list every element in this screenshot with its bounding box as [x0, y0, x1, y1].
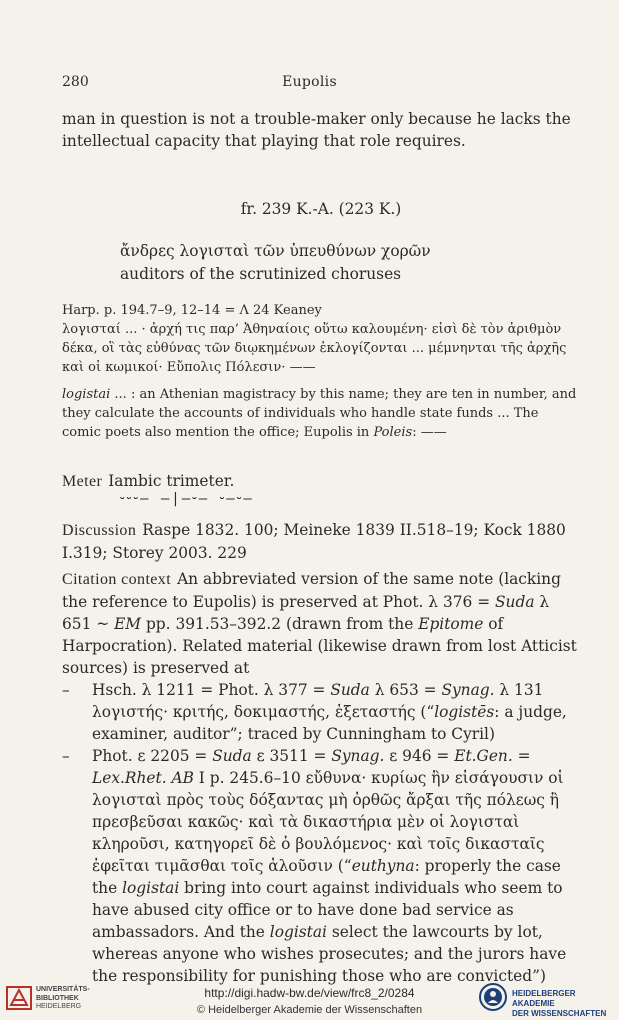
testimonium-translation: [62, 385, 580, 442]
discussion-label: Discussion: [62, 522, 137, 539]
item-text: select the lawcourts by lot, whereas anyone who wishes prosecutes; and the jurors have the responsibility for punishing those who are convicted”): [92, 923, 567, 985]
citation-text-d: of Harpocration). Related material (likewise drawn from lost Atticist sources) is preserved at: [62, 615, 577, 677]
page-header: [0, 74, 619, 94]
item-suda: Suda: [330, 681, 370, 699]
item-etgen: Et.Gen.: [454, 747, 513, 765]
list-dash: –: [62, 681, 70, 699]
ub-line: UNIVERSITÄTS-: [36, 986, 90, 993]
translation-text-b: : ——: [412, 425, 447, 440]
citation-text-a: An abbreviated version of the same note (lacking the reference to Eupolis) is preserved at Phot. λ 376 =: [62, 570, 561, 611]
item-text: I p. 245.6–10 εὔθυνα· κυρίως ἣν εἰσάγουσιν οἱ λογισταὶ πρὸς τοὺς δόξαντας μὴ ὀρθῶς ἄρξαι τῆς πόλεως ἢ πρεσβεῦσαι κακῶς· καὶ τὰ δικαστήρια μὲν οἱ λογισταὶ κληροῦσι, κατηγορεῖ δὲ ὁ βουλόμενος· καὶ τοῖς δικασταῖς ἐφεῖται τιμᾶσθαι τοῖς ἁλοῦσιν (“: [92, 769, 564, 875]
fragment-greek-text: ἄνδρες λογισταὶ τῶν ὑπευθύνων χορῶν: [120, 242, 431, 260]
page-number: 280: [62, 74, 89, 90]
term-logistai: logistai: [62, 387, 111, 402]
meter-text: Iambic trimeter.: [108, 472, 235, 490]
permalink-url[interactable]: http://digi.hadw-bw.de/view/frc8_2/0284: [204, 986, 415, 1000]
item-text: λ 131 λογιστής· κριτής, δοκιμαστής, ἐξεταστής (“: [92, 681, 544, 721]
item-text: bring into court against individuals who seem to have abused city office or to have done bad service as ambassadors. And the: [92, 879, 563, 941]
hadw-logo-text: [512, 989, 614, 1019]
item-term: logistai: [122, 879, 180, 897]
item-term: logistai: [269, 923, 327, 941]
item-text: λ 653 =: [369, 681, 442, 699]
running-head: Eupolis: [282, 74, 337, 90]
citation-epitome: Epitome: [418, 615, 484, 633]
item-term: euthyna: [351, 857, 415, 875]
citation-section: [62, 568, 580, 987]
meter-label: Meter: [62, 473, 103, 490]
hadw-logo[interactable]: [478, 982, 614, 1018]
citation-suda: Suda: [495, 593, 535, 611]
fragment-heading: fr. 239 K.-A. (223 K.): [240, 200, 402, 218]
item-text: : properly the case the: [92, 857, 561, 897]
metrical-scheme: ⏑⏑⏑– –|–⏑– ⏑–⏑–: [120, 491, 254, 507]
citation-text-b: λ 651 ~: [62, 593, 550, 633]
citation-text-c: pp. 391.53–392.2 (drawn from the: [141, 615, 419, 633]
testimonium-source: Harp. p. 194.7–9, 12–14 = Λ 24 Keaney: [62, 303, 322, 318]
discussion-text: Raspe 1832. 100; Meineke 1839 II.518–19; Kock 1880 I.319; Storey 2003. 229: [62, 521, 566, 562]
copyright-notice: © Heidelberger Akademie der Wissenschaften: [196, 1004, 423, 1016]
item-text: : a judge, examiner, auditor”; traced by Cunningham to Cyril): [92, 703, 567, 743]
item-text: Phot. ε 2205 =: [92, 747, 213, 765]
item-term: logistēs: [434, 703, 495, 721]
item-text: ε 3511 =: [251, 747, 332, 765]
discussion-section: [62, 519, 580, 564]
list-item: [62, 745, 580, 987]
hadw-line: DER WISSENSCHAFTEN: [512, 1009, 607, 1018]
item-lexrhet: Lex.Rhet. AB: [92, 769, 194, 787]
fragment-translation: auditors of the scrutinized choruses: [120, 265, 402, 283]
title-poleis: Poleis: [373, 425, 413, 440]
ub-line: BIBLIOTHEK: [36, 994, 79, 1002]
translation-text-a: ... : an Athenian magistracy by this name; they are ten in number, and they calculate the accounts of individuals who handle state funds ... The comic poets also mention the office; Eupolis in: [62, 387, 577, 440]
testimonium-greek: λογισταί ... · ἀρχή τις παρ’ Ἀθηναίοις οὕτω καλουμένη· εἰσὶ δὲ τὸν ἀριθμὸν δέκα, οἳ τὰς εὐθύνας τῶν διῳκημένων ἐκλογίζονται ... μέμνηνται τῆς ἀρχῆς καὶ οἱ κωμικοί· Εὔπολις Πόλεσιν· ——: [62, 322, 567, 375]
item-text: =: [512, 747, 531, 765]
page-footer: [0, 980, 619, 1016]
citation-em: EM: [114, 615, 142, 633]
item-suda: Suda: [212, 747, 252, 765]
hadw-seal-icon: [478, 982, 508, 1012]
ub-line: HEIDELBERG: [36, 1003, 82, 1010]
item-text: Hsch. λ 1211 = Phot. λ 377 =: [92, 681, 331, 699]
intro-paragraph: man in question is not a trouble-maker only because he lacks the intellectual capacity that playing that role requires.: [62, 110, 571, 150]
list-dash: –: [62, 747, 70, 765]
hadw-line: HEIDELBERGER AKADEMIE: [512, 989, 576, 1008]
meter-section: [62, 470, 580, 493]
item-synag: Synag.: [331, 747, 385, 765]
fragment-greek: [120, 240, 580, 262]
citation-list: [62, 679, 580, 987]
item-text: ε 946 =: [384, 747, 455, 765]
list-item: [62, 679, 580, 745]
citation-label: Citation context: [62, 571, 172, 588]
item-synag: Synag.: [441, 681, 495, 699]
